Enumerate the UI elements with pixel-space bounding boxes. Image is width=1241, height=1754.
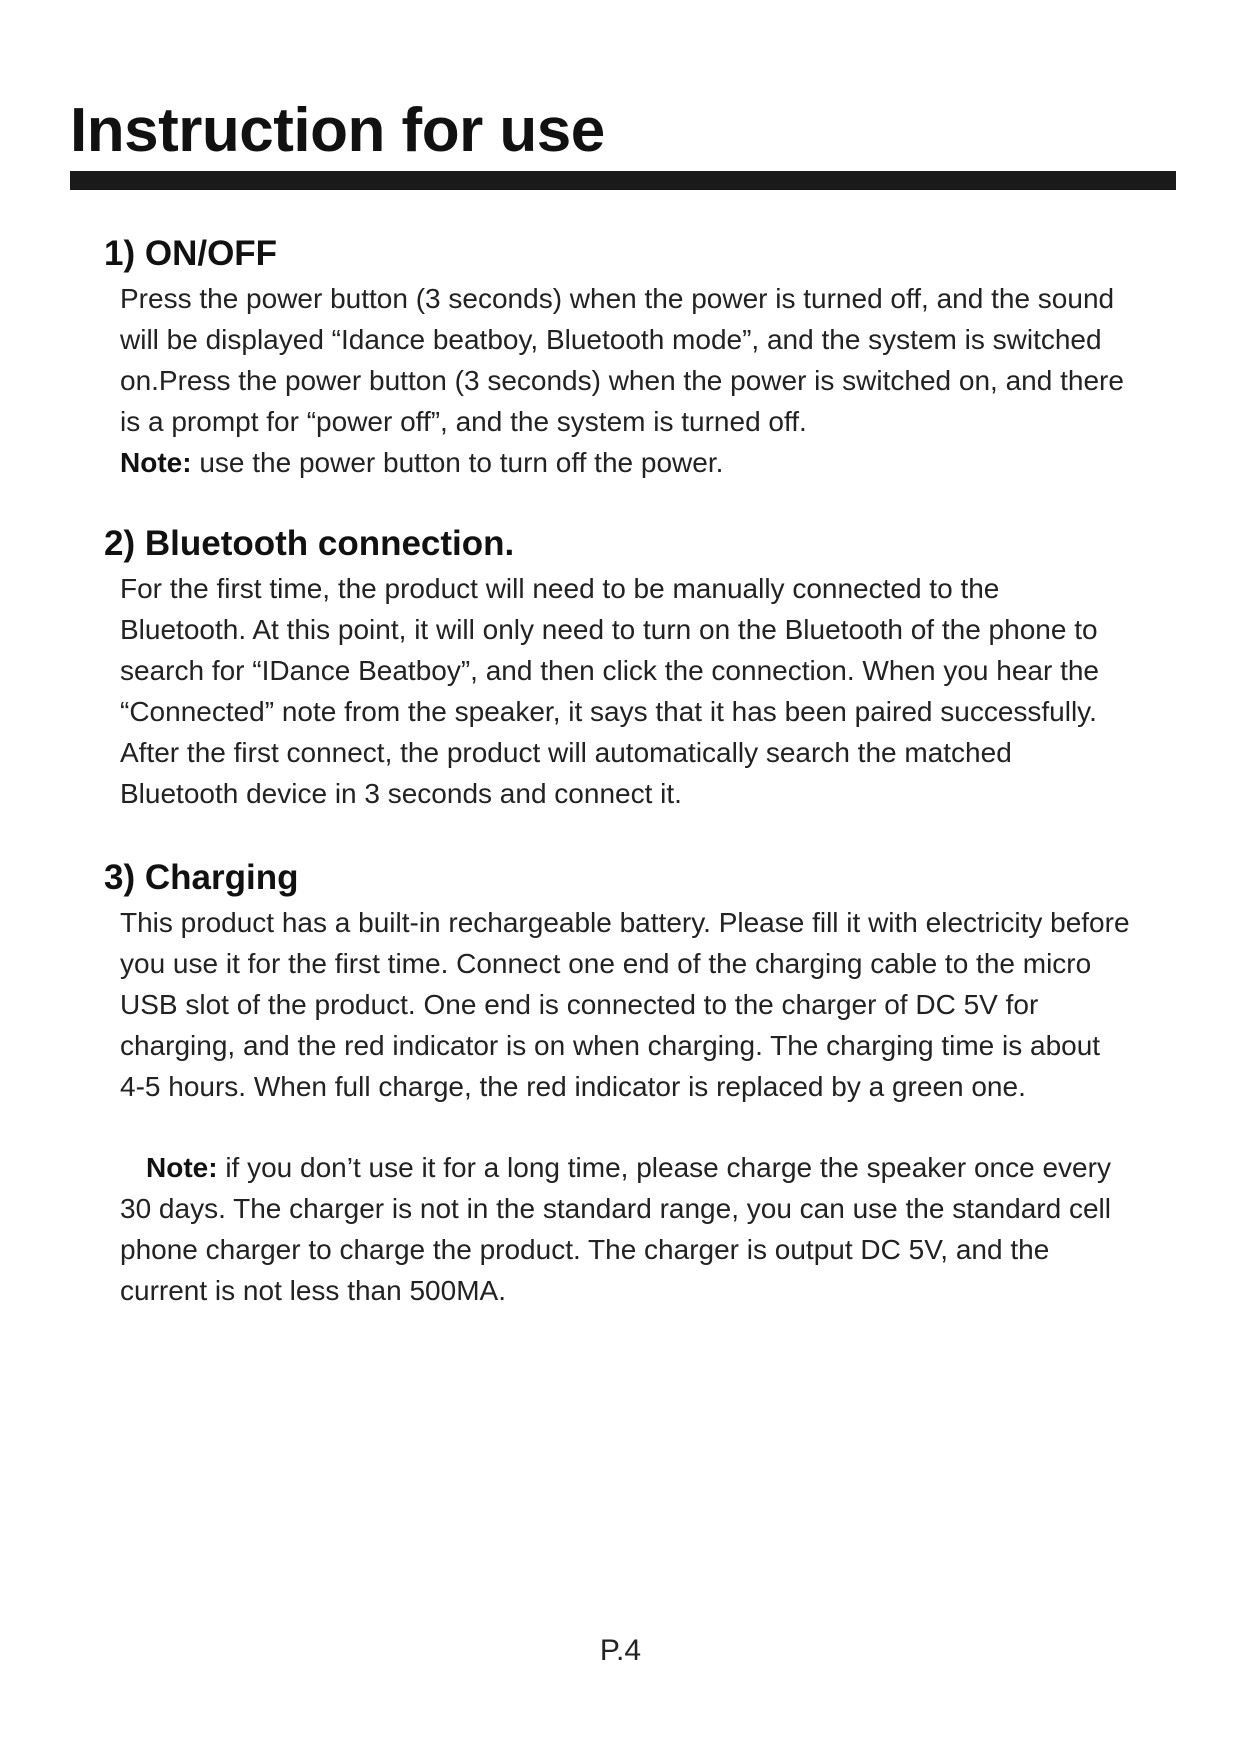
note-text: use the power button to turn off the power. xyxy=(191,447,724,479)
section-body: For the first time, the product will need to be manually connected to the Bluetooth. At this point, it will only need to turn on the Bluetooth of the phone to search for “IDance Beatboy”, and then click the connection. When you hear the “Connected” note from the speaker, it says that it has been paired successfully. After the first connect, the product will automatically search the matched Bluetooth device in 3 seconds and connect it. xyxy=(120,573,1100,810)
section-body: Press the power button (3 seconds) when the power is turned off, and the sound will be displayed “Idance beatboy, Bluetooth mode”, and the system is switched on.Press the power button (3 seconds) when the power is switched on, and there is a prompt for “power off”, and the system is turned off. xyxy=(120,283,1124,438)
page-title: Instruction for use xyxy=(70,96,605,165)
section-heading: 2) Bluetooth connection. xyxy=(104,524,515,563)
section-bluetooth-connection xyxy=(104,524,1144,814)
section-note xyxy=(104,442,1130,483)
note-text: if you don’t use it for a long time, please charge the speaker once every 30 days. The charger is not in the standard range, you can use the standard cell phone charger to charge the product. The charger is output DC 5V, and the current is not less than 500MA. xyxy=(120,1152,1111,1307)
section-charging xyxy=(104,858,1144,1311)
section-body: This product has a built-in rechargeable battery. Please fill it with electricity before you use it for the first time. Connect one end of the charging cable to the micro USB slot of the product. One end is connected to the charger of DC 5V for charging, and the red indicator is on when charging. The charging time is about 4-5 hours. When full charge, the red indicator is replaced by a green one. xyxy=(120,907,1130,1103)
title-divider xyxy=(70,171,1176,190)
section-note xyxy=(104,1147,1130,1311)
note-label: Note: xyxy=(120,447,192,479)
section-heading: 3) Charging xyxy=(104,858,299,897)
section-heading: 1) ON/OFF xyxy=(104,234,278,273)
note-label: Note: xyxy=(146,1152,218,1184)
section-on-off xyxy=(104,234,1144,483)
page-number: P.4 xyxy=(599,1634,642,1667)
